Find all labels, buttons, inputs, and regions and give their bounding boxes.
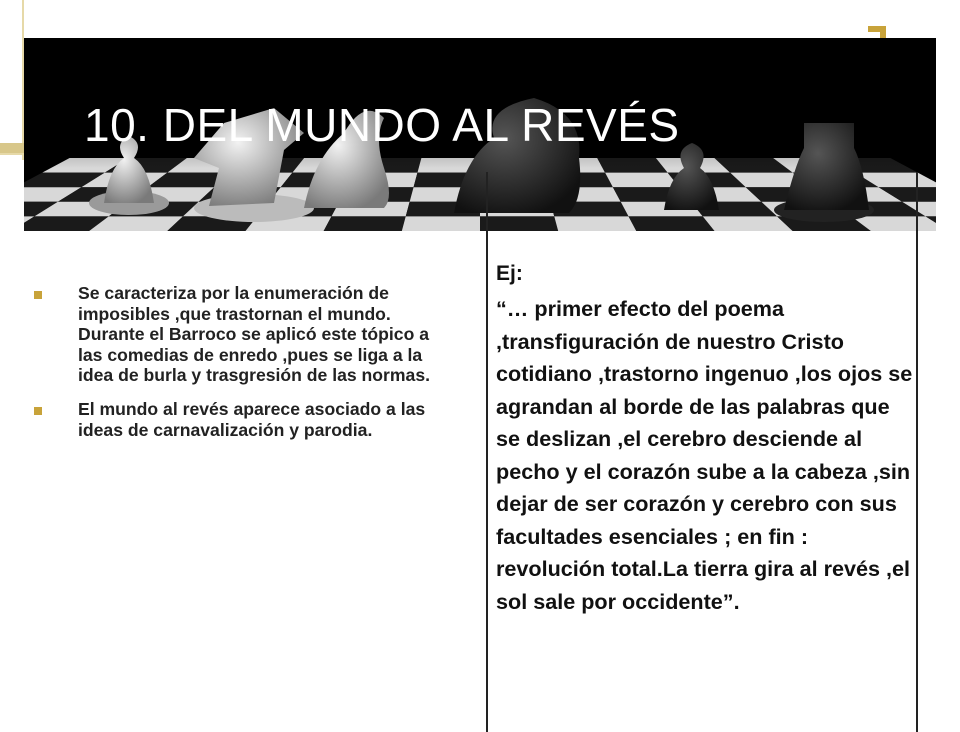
bullet-text: Se caracteriza por la enumeración de imposibles ,que trastornan el mundo. Durante el Barroco se aplicó este tópico a las comedias de enredo ,pues se liga a la idea de burla y trasgresión de las normas. (78, 283, 431, 386)
board-square (324, 216, 406, 231)
bullet-text: El mundo al revés aparece asociado a las ideas de carnavalización y parodia. (78, 398, 426, 440)
slide-title: 10. DEL MUNDO AL REVÉS (84, 99, 680, 151)
example-label: Ej: (496, 262, 523, 285)
bullet-item (30, 283, 435, 386)
board-square (402, 216, 480, 231)
example-quote: “… primer efecto del poema ,transfiguración de nuestro Cristo cotidiano ,trastorno ingenuo ,los ojos se agrandan al borde de las palabras que se deslizan ,el cerebro desciende al pecho y el corazón sube a la cabeza ,sin dejar de ser corazón y cerebro con sus facultades esenciales ; en fin : revolución total.La tierra gira al revés ,el sol sale por occidente”. (496, 296, 913, 614)
bullet-square-icon (34, 291, 42, 299)
bullet-list (30, 283, 435, 453)
bullet-square-icon (34, 407, 42, 415)
bullet-item (30, 399, 435, 440)
